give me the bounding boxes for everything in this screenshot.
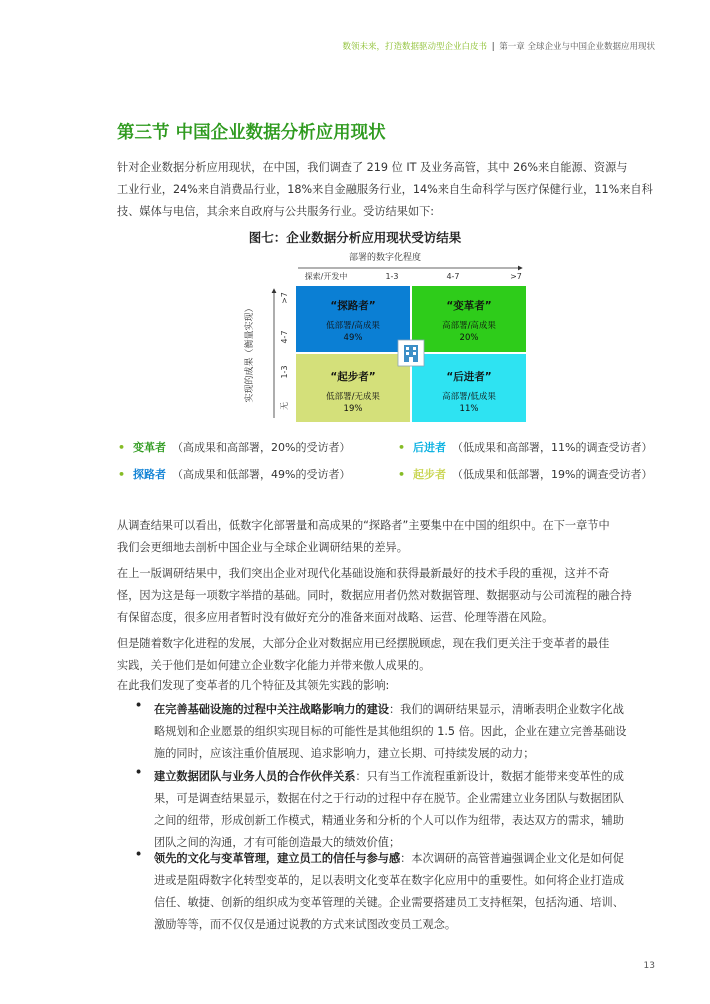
legend-text: （低成果和高部署，11%的调查受访者）: [452, 441, 653, 454]
legend-text: （高成果和低部署，49%的受访者）: [172, 468, 351, 481]
text-line: 在此我们发现了变革者的几个特征及其领先实践的影响:: [117, 679, 390, 692]
legend-term: 变革者: [133, 441, 167, 454]
body-paragraph: [117, 675, 663, 697]
header-separator: |: [491, 42, 495, 52]
text-line: 实践，关于他们是如何建立企业数字化能力并带来傲人成果的。: [117, 659, 431, 672]
quadrant-pct: 19%: [343, 404, 363, 414]
body-paragraph: [117, 633, 663, 677]
legend-term: 起步者: [413, 468, 447, 481]
text-line: 果，可是调查结果显示，数据在付之于行动的过程中存在脱节。企业需建立业务团队与数据团队: [154, 792, 624, 805]
quadrant-name: “探路者”: [330, 300, 376, 312]
header-doc-title: 数领未来，打造数据驱动型企业白皮书: [342, 42, 487, 52]
text-line: 有保留态度，很多应用者暂时没有做好充分的准备来面对战略、运营、伦理等潜在风险。: [117, 611, 554, 624]
bullet-dot: •: [118, 441, 126, 454]
bullet-dot: •: [135, 766, 143, 779]
intro-line: 技、媒体与电信，其余来自政府与公共服务行业。受访结果如下:: [117, 205, 435, 218]
quadrant-top-right: [412, 286, 526, 352]
body-paragraph: [117, 515, 663, 559]
bullet-dot: •: [398, 441, 406, 454]
body-paragraph: [117, 563, 663, 629]
bullet-heading: 领先的文化与变革管理，建立员工的信任与参与感: [154, 852, 401, 865]
bullet-text: [154, 766, 664, 854]
text-line: 略规划和企业愿景的组织实现目标的可能性是其他组织的 1.5 倍。因此，企业在建立完善基础设: [154, 725, 627, 738]
quadrant-pct: 11%: [459, 404, 479, 414]
x-tick: 1-3: [385, 272, 399, 281]
bullet-dot: •: [118, 468, 126, 481]
bullet-text-rest: ：我们的调研结果显示，清晰表明企业数字化战: [388, 703, 624, 716]
bullet-heading: 在完善基础设施的过程中关注战略影响力的建设: [154, 703, 389, 716]
x-tick: 探索/开发中: [304, 272, 348, 281]
x-axis-title: 部署的数字化程度: [348, 253, 422, 263]
intro-line: 工业行业，24%来自消费品行业，18%来自金融服务行业，14%来自生命科学与医疗保健行业，11%来自科: [117, 183, 653, 196]
text-line: 怪，因为这是每一项数字举措的基础。同时，数据应用者仍然对数据管理、数据驱动与公司流程的融合持: [117, 589, 632, 602]
bullet-text: [154, 848, 664, 936]
quadrant-desc: 高部署/高成果: [442, 321, 496, 331]
running-header: [342, 40, 655, 52]
quadrant-bottom-right: [412, 354, 526, 422]
y-tick: >7: [280, 292, 289, 304]
bullet-text: [154, 699, 664, 765]
legend-item-transformers: [118, 439, 350, 455]
quadrant-pct: 49%: [343, 333, 363, 343]
y-tick: 1-3: [280, 365, 289, 379]
y-axis-title: 实现的成果（衡量实现）: [245, 303, 255, 403]
quadrant-desc: 低部署/高成果: [326, 321, 380, 331]
legend-item-starters: [398, 466, 652, 482]
quadrant-desc: 高部署/低成果: [442, 392, 496, 402]
x-tick: 4-7: [446, 272, 460, 281]
bullet-text-rest: ：本次调研的高管普遍强调企业文化是如何促: [400, 852, 624, 865]
section-title: 第三节 中国企业数据分析应用现状: [117, 123, 386, 143]
page-number: 13: [643, 961, 655, 971]
text-line: 在上一版调研结果中，我们突出企业对现代化基础设施和获得最新最好的技术手段的重视，这并不奇: [117, 567, 610, 580]
intro-paragraph: [117, 157, 663, 223]
header-chapter-title: 第一章 全球企业与中国企业数据应用现状: [499, 42, 655, 52]
quadrant-name: “变革者”: [446, 300, 492, 312]
text-line: 信任、敏捷、创新的组织成为变革管理的关键。企业需要搭建员工支持框架，包括沟通、培训、: [154, 896, 624, 909]
legend-term: 后进者: [413, 441, 447, 454]
text-line: 团队之间的沟通，才有可能创造最大的绩效价值；: [154, 836, 401, 849]
quadrant-name: “起步者”: [330, 371, 376, 383]
legend-text: （低成果和低部署，19%的调查受访者）: [452, 468, 653, 481]
text-line: 我们会更细地去剖析中国企业与全球企业调研结果的差异。: [117, 541, 408, 554]
bullet-dot: •: [135, 699, 143, 712]
text-line: 进或是阻碍数字化转型变革的，足以表明文化变革在数字化应用中的重要性。如何将企业打造成: [154, 874, 624, 887]
text-line: [154, 848, 664, 870]
text-line: 之间的纽带，形成创新工作模式，精通业务和分析的个人可以作为纽带，表达双方的需求，辅助: [154, 814, 624, 827]
text-line: [154, 766, 664, 788]
quadrant-desc: 低部署/无成果: [326, 392, 380, 402]
text-line: 从调查结果可以看出，低数字化部署量和高成果的“探路者”主要集中在中国的组织中。在下一章节中: [117, 519, 610, 532]
figure-title: 图七：企业数据分析应用现状受访结果: [248, 230, 462, 245]
quadrant-matrix: [240, 248, 530, 430]
bullet-text-rest: ：只有当工作流程重新设计，数据才能带来变革性的成: [355, 770, 624, 783]
intro-line: 针对企业数据分析应用现状，在中国，我们调查了 219 位 IT 及业务高管，其中 26%来自能源、资源与: [117, 161, 628, 174]
quadrant-top-left: [296, 286, 410, 352]
text-line: [154, 699, 664, 721]
quadrant-pct: 20%: [459, 333, 479, 343]
y-tick: 无: [280, 402, 289, 410]
bullet-dot: •: [398, 468, 406, 481]
text-line: 激励等等，而不仅仅是通过说教的方式来试图改变员工观念。: [154, 918, 457, 931]
quadrant-name: “后进者”: [446, 371, 492, 383]
legend-item-laggards: [398, 439, 652, 455]
text-line: 施的同时，应该注重价值展现、追求影响力，建立长期、可持续发展的动力；: [154, 747, 535, 760]
y-tick: 4-7: [280, 330, 289, 344]
x-tick: >7: [510, 272, 522, 281]
legend-item-pathfinders: [118, 466, 350, 482]
legend-term: 探路者: [133, 468, 167, 481]
bullet-heading: 建立数据团队与业务人员的合作伙伴关系: [154, 770, 356, 783]
quadrant-bottom-left: [296, 354, 410, 422]
legend-text: （高成果和高部署，20%的受访者）: [172, 441, 351, 454]
text-line: 但是随着数字化进程的发展，大部分企业对数据应用已经摆脱顾虑，现在我们更关注于变革者的最佳: [117, 637, 610, 650]
bullet-dot: •: [135, 848, 143, 861]
building-icon: [398, 340, 424, 366]
